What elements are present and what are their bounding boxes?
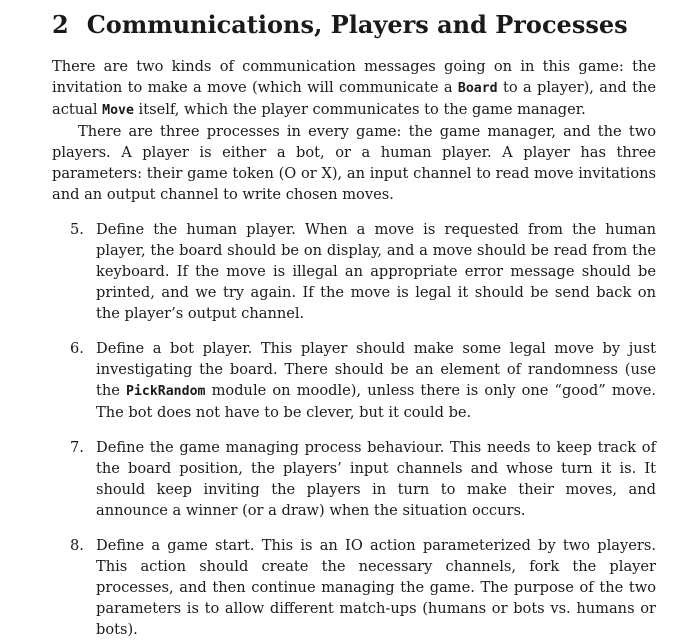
- text-run: There are two kinds of communication messages going on in this game: the invitation to make a move (which will communicate a: [52, 58, 656, 96]
- exercise-text: [96, 221, 656, 322]
- text-run: itself, which the player communicates to the game manager.: [133, 101, 586, 118]
- intro-paragraph-1: [52, 56, 656, 121]
- exercise-number: 6.: [70, 340, 84, 357]
- exercise-text: [96, 439, 656, 519]
- exercise-item: [52, 437, 656, 521]
- text-run: Define the game managing process behaviour. This needs to keep track of the board position, the players’ input channels and whose turn it is. It should keep inviting the players in turn to make their moves, and announce a winner (or a draw) when the situation occurs.: [96, 439, 656, 519]
- text-run: Define a bot player. This player should make some legal move by just investigating the board. There should be an element of randomness (use the: [96, 340, 656, 399]
- exercise-number: 7.: [70, 439, 84, 456]
- exercise-item: [52, 219, 656, 324]
- code-identifier: PickRandom: [126, 384, 206, 399]
- exercise-text: [96, 340, 656, 421]
- section-title: Communications, Players and Processes: [86, 10, 628, 39]
- exercise-item: [52, 338, 656, 423]
- text-run: to a player), and the actual: [52, 79, 656, 118]
- exercise-text: [96, 537, 656, 638]
- section-heading: [52, 8, 656, 42]
- text-run: Define a game start. This is an IO action parameterized by two players. This action should create the necessary channels, fork the player processes, and then continue managing the game. The purpose of the two parameters is to allow different match-ups (humans or bots vs. humans or bots).: [96, 537, 656, 638]
- exercise-item: [52, 535, 656, 640]
- exercise-list: [52, 219, 656, 640]
- text-run: There are three processes in every game: the game manager, and the two players. A player is either a bot, or a human player. A player has three parameters: their game token (O or X), an input channel to read move invitations and an output channel to write chosen moves.: [52, 123, 656, 203]
- exercise-number: 5.: [70, 221, 84, 238]
- text-run: Define the human player. When a move is requested from the human player, the board should be on display, and a move should be read from the keyboard. If the move is illegal an appropriate error message should be printed, and we try again. If the move is legal it should be send back on the player’s output channel.: [96, 221, 656, 322]
- code-identifier: Board: [457, 81, 498, 96]
- intro-paragraph-2: [52, 121, 656, 205]
- code-identifier: Move: [102, 103, 134, 118]
- text-run: module on moodle), unless there is only one “good” move. The bot does not have to be clever, but it could be.: [96, 382, 657, 421]
- exercise-number: 8.: [70, 537, 84, 554]
- section-number: 2: [52, 10, 69, 39]
